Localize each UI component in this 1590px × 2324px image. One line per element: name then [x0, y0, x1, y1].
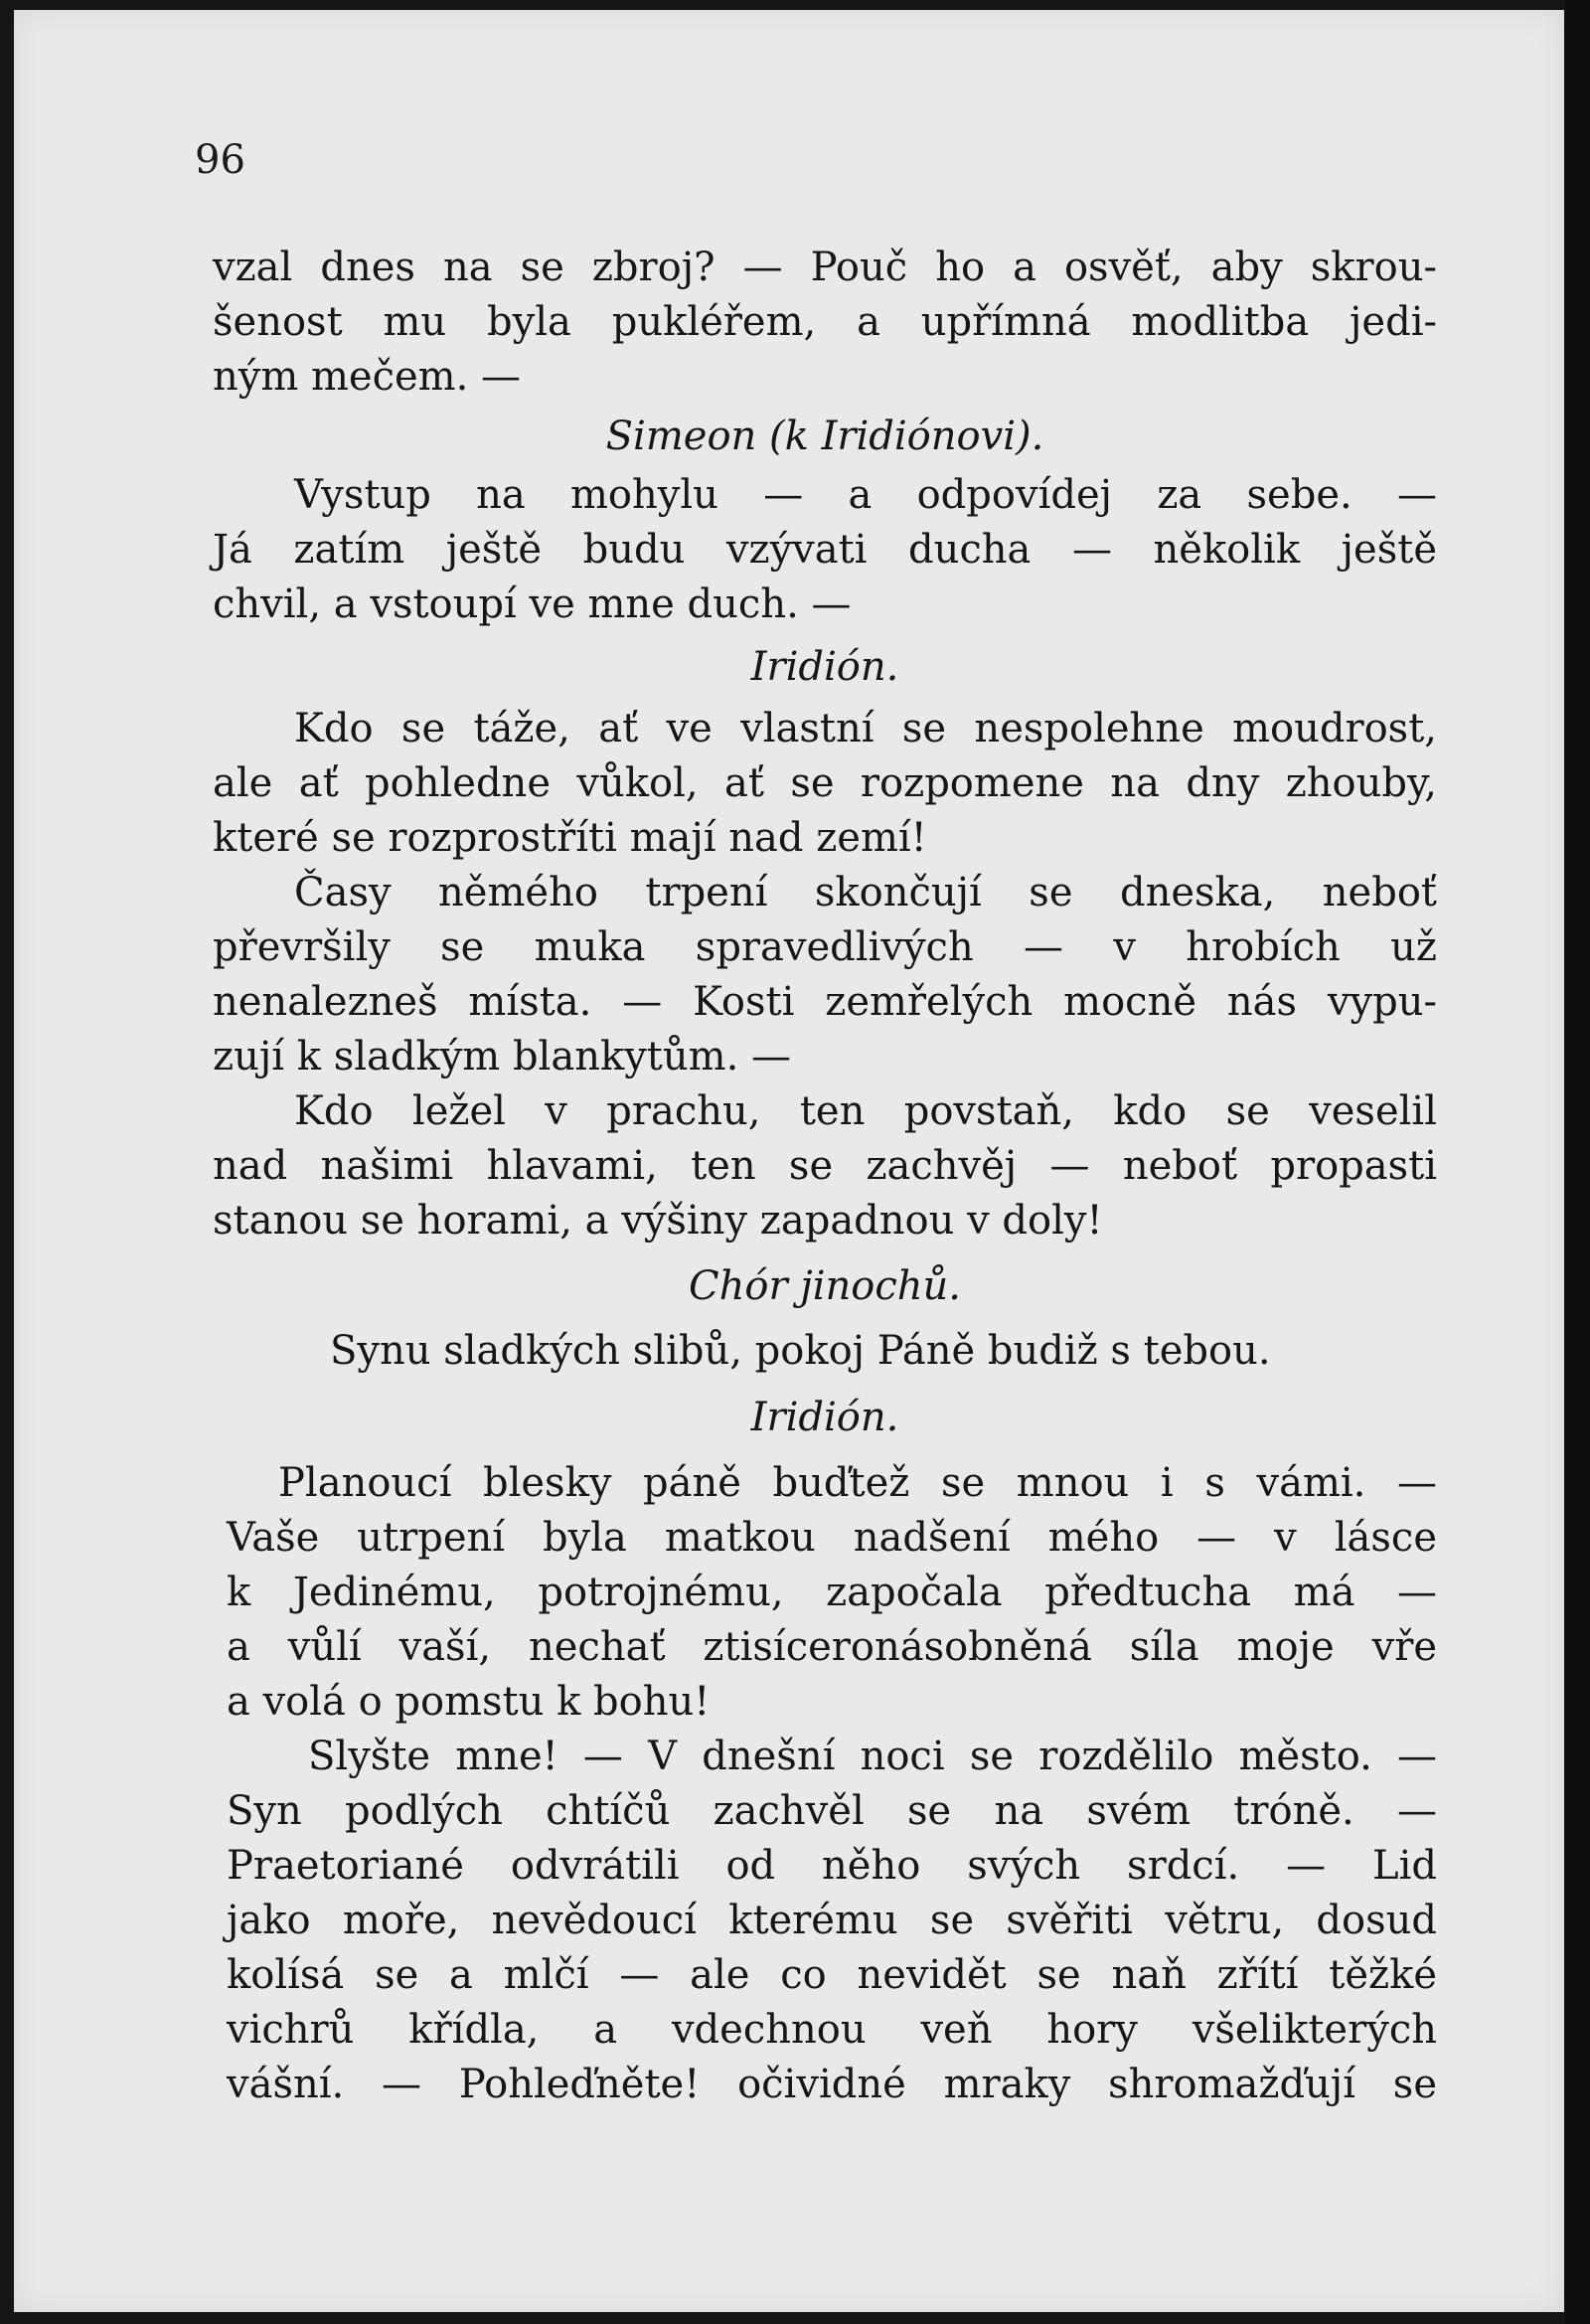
speaker-heading: Iridión. [750, 644, 899, 690]
scan-edge [1564, 0, 1590, 2324]
text-line: převršily se muka spravedlivých — v hrobích už [213, 924, 1437, 970]
text-line: a volá o pomstu k bohu! [227, 1679, 711, 1725]
text-line: vichrů křídla, a vdechnou veň hory všelikterých [227, 2007, 1437, 2053]
text-line: jako moře, nevědoucí kterému se svěřiti větru, dosud [227, 1898, 1437, 1943]
page-text [213, 241, 1437, 2112]
book-page [14, 10, 1564, 2312]
text-line: Časy němého trpení skončují se dneska, neboť [294, 870, 1437, 915]
text-line: vášní. — Pohleďněte! očividné mraky shromažďují se [227, 2062, 1437, 2107]
text-line: Kdo ležel v prachu, ten povstaň, kdo se veselil [294, 1088, 1437, 1134]
text-line: Synu sladkých slibů, pokoj Páně budiž s tebou. [330, 1328, 1271, 1374]
text-line: Vystup na mohylu — a odpovídej za sebe. — [294, 472, 1437, 518]
speaker-heading: Simeon (k Iridiónovi). [605, 414, 1044, 459]
text-line: nenalezneš místa. — Kosti zemřelých mocně nás vypu- [213, 979, 1437, 1025]
text-line: stanou se horami, a výšiny zapadnou v doly! [213, 1198, 1103, 1244]
speaker-heading: Iridión. [750, 1395, 899, 1440]
text-line: chvil, a vstoupí ve mne duch. — [213, 581, 852, 627]
text-line: Vaše utrpení byla matkou nadšení mého — v lásce [227, 1515, 1437, 1561]
text-line: kolísá se a mlčí — ale co nevidět se naň zřítí těžké [227, 1952, 1437, 1998]
text-line: které se rozprostříti mají nad zemí! [213, 815, 927, 861]
text-line: Praetoriané odvrátili od něho svých srdcí. — Lid [227, 1843, 1437, 1889]
text-line: ným mečem. — [213, 354, 522, 400]
text-line: zují k sladkým blankytům. — [213, 1034, 791, 1079]
text-line: Já zatím ještě budu vzývati ducha — několik ještě [213, 527, 1437, 573]
text-line: Kdo se táže, ať ve vlastní se nespolehne moudrost, [294, 706, 1437, 751]
text-line: Planoucí blesky páně buďtež se mnou i s vámi. — [278, 1460, 1437, 1506]
speaker-heading: Chór jinochů. [689, 1263, 961, 1309]
text-line: nad našimi hlavami, ten se zachvěj — neboť propasti [213, 1143, 1437, 1189]
text-line: šenost mu byla pukléřem, a upřímná modlitba jedi- [213, 299, 1437, 345]
text-line: Slyšte mne! — V dnešní noci se rozdělilo město. — [308, 1734, 1437, 1779]
text-line: ale ať pohledne vůkol, ať se rozpomene na dny zhouby, [213, 760, 1437, 806]
text-line: vzal dnes na se zbroj? — Pouč ho a osvěť, aby skrou- [213, 245, 1437, 290]
text-line: a vůlí vaší, nechať ztisíceronásobněná síla moje vře [227, 1624, 1437, 1670]
text-line: k Jedinému, potrojnému, započala předtucha má — [227, 1570, 1437, 1615]
text-line: Syn podlých chtíčů zachvěl se na svém tróně. — [227, 1788, 1437, 1834]
page-number: 96 [195, 137, 245, 183]
